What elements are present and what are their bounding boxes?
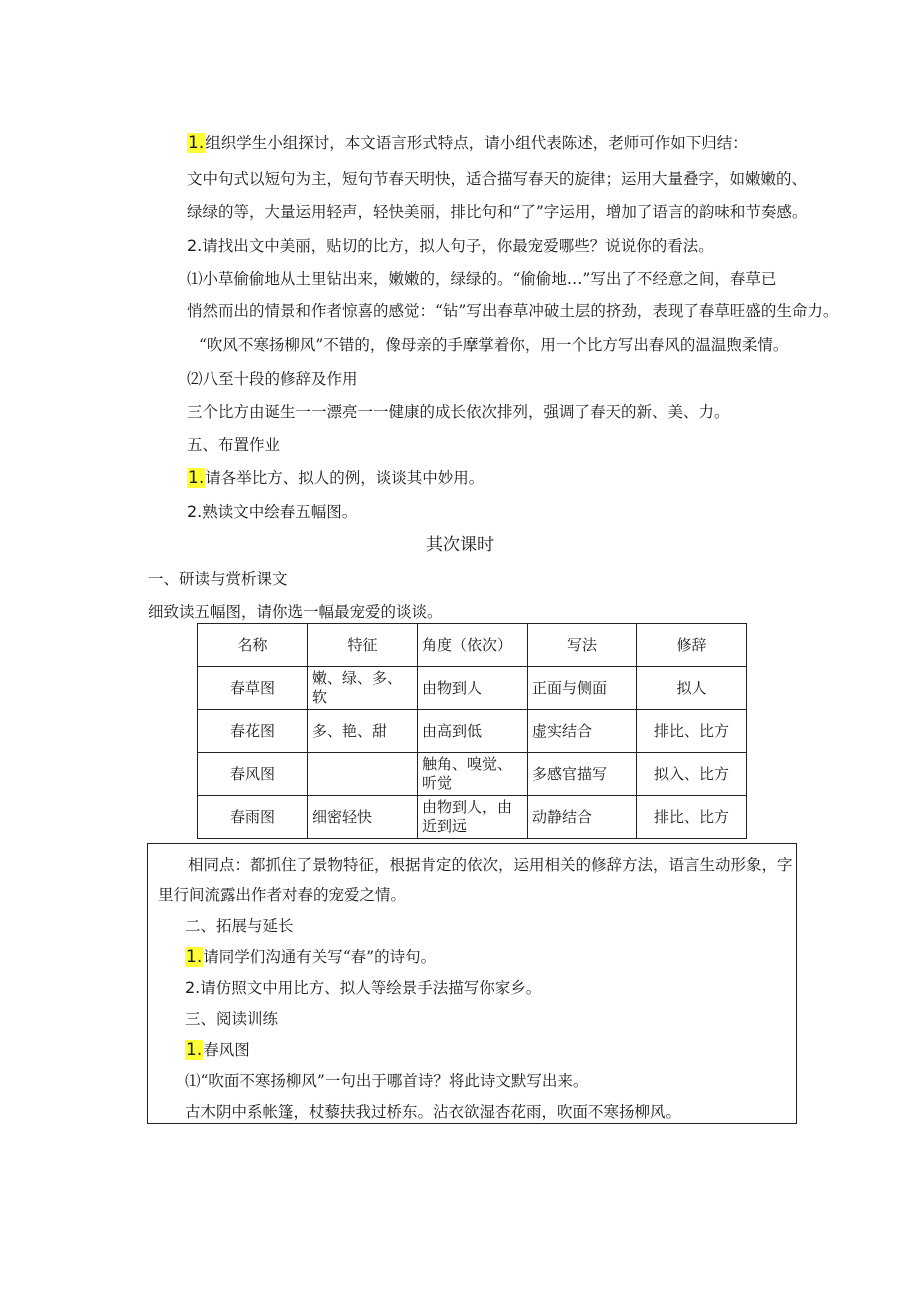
- extension-item-2: [185, 977, 541, 999]
- table-cell: 嫩、绿、多、软: [308, 667, 418, 710]
- extension-item-1: [185, 946, 436, 968]
- table-header-row: [198, 624, 747, 667]
- paragraph-10: [187, 501, 357, 523]
- section-1-heading: 一、研读与赏析课文: [148, 570, 288, 588]
- table-cell: 由物到人，由近到远: [418, 796, 528, 839]
- table-cell: 由物到人: [418, 667, 528, 710]
- paragraph-2-line-1: 文中句式以短句为主，短句节春天明快，适合描写春天的旋律；运用大量叠字，如嫩嫩的、: [187, 170, 808, 188]
- paragraph-3: [187, 235, 714, 257]
- table-cell: 触角、嗅觉、听觉: [418, 753, 528, 796]
- table-cell: 虚实结合: [528, 710, 637, 753]
- table-cell: 春花图: [198, 710, 308, 753]
- poem-text: 古木阴中系帐篷，杖藜扶我过桥东。沾衣欲湿杏花雨，吹面不寒扬柳风。: [185, 1103, 682, 1121]
- table-header-cell: 角度（依次）: [418, 624, 528, 667]
- paragraph-6: ⑵八至十段的修辞及作用: [187, 370, 358, 388]
- table-cell: 排比、比方: [637, 710, 747, 753]
- table-row: [198, 796, 747, 839]
- paragraph-3-text: 请找出文中美丽，贴切的比方，拟人句子，你最宠爱哪些？说说你的看法。: [202, 237, 714, 255]
- table-cell: 正面与侧面: [528, 667, 637, 710]
- table-cell: 由高到低: [418, 710, 528, 753]
- extension-item-1-text: 请同学们沟通有关写“春”的诗句。: [203, 948, 437, 966]
- section-1-intro: 细致读五幅图，请你选一幅最宠爱的谈谈。: [148, 603, 443, 621]
- table-cell: 多感官描写: [528, 753, 637, 796]
- table-cell: 细密轻快: [308, 796, 418, 839]
- table-cell: 春草图: [198, 667, 308, 710]
- paragraph-10-text: 熟读文中绘春五幅图。: [202, 503, 358, 521]
- table-cell: 拟人: [637, 667, 747, 710]
- section-2-heading: 二、拓展与延长: [185, 917, 294, 935]
- paragraph-4-line-2: 悄然而出的情景和作者惊喜的感觉：“钻”写出春草冲破土层的挤劲，表现了春草旺盛的生命力。: [187, 302, 839, 320]
- reading-item-1: [185, 1039, 250, 1061]
- extension-item-2-text: 请仿照文中用比方、拟人等绘景手法描写你家乡。: [200, 979, 542, 997]
- reading-question-1: ⑴“吹面不寒扬柳风”一句出于哪首诗？将此诗文默写出来。: [185, 1072, 589, 1090]
- table-cell: 动静结合: [528, 796, 637, 839]
- table-header-cell: 写法: [528, 624, 637, 667]
- table-cell: 春雨图: [198, 796, 308, 839]
- paragraph-9-text: 请各举比方、拟人的例，谈谈其中妙用。: [205, 469, 485, 487]
- paragraph-2-line-2: 绿绿的等，大量运用轻声，轻快美丽，排比句和“了”字运用，增加了语言的韵味和节奏感。: [187, 203, 808, 221]
- paragraph-1: [187, 132, 748, 154]
- section-heading-homework: 五、布置作业: [187, 436, 281, 454]
- table-cell: 拟入、比方: [637, 753, 747, 796]
- table-cell: 排比、比方: [637, 796, 747, 839]
- item-number: 2.: [187, 502, 203, 521]
- reading-item-1-text: 春风图: [203, 1041, 250, 1059]
- table-cell: 春风图: [198, 753, 308, 796]
- table-cell: [308, 753, 418, 796]
- item-number-highlight: 1.: [186, 1040, 203, 1060]
- item-number-highlight: 1.: [188, 133, 205, 153]
- paragraph-9: [187, 467, 484, 489]
- similarity-line-2: 里行间流露出作者对春的宠爱之情。: [158, 886, 407, 904]
- paragraph-7: 三个比方由诞生一一漂亮一一健康的成长依次排列，强调了春天的新、美、力。: [187, 403, 730, 421]
- table-header-cell: 修辞: [637, 624, 747, 667]
- table-row: [198, 753, 747, 796]
- paragraph-1-text: 组织学生小组探讨，本文语言形式特点，请小组代表陈述，老师可作如下归结：: [205, 134, 748, 152]
- table-header-cell: 特征: [308, 624, 418, 667]
- item-number: 2.: [185, 978, 201, 997]
- section-3-heading: 三、阅读训练: [185, 1010, 279, 1028]
- paragraph-4-line-1: ⑴小草偷偷地从土里钻出来，嫩嫩的，绿绿的。“偷偷地…”写出了不经意之间，春草已: [187, 270, 777, 288]
- lesson-title: 其次课时: [426, 535, 494, 555]
- table-cell: 多、艳、甜: [308, 710, 418, 753]
- table-header-cell: 名称: [198, 624, 308, 667]
- table-row: [198, 667, 747, 710]
- table-row: [198, 710, 747, 753]
- item-number-highlight: 1.: [186, 947, 203, 967]
- item-number-highlight: 1.: [188, 468, 205, 488]
- analysis-table: [197, 623, 747, 839]
- similarity-line-1: 相同点：都抓住了景物特征，根据肯定的依次，运用相关的修辞方法，语言生动形象，字: [188, 856, 793, 874]
- item-number: 2.: [187, 236, 203, 255]
- paragraph-5: “吹风不寒扬柳风”不错的，像母亲的手摩掌着你，用一个比方写出春风的温温煦柔情。: [199, 336, 789, 354]
